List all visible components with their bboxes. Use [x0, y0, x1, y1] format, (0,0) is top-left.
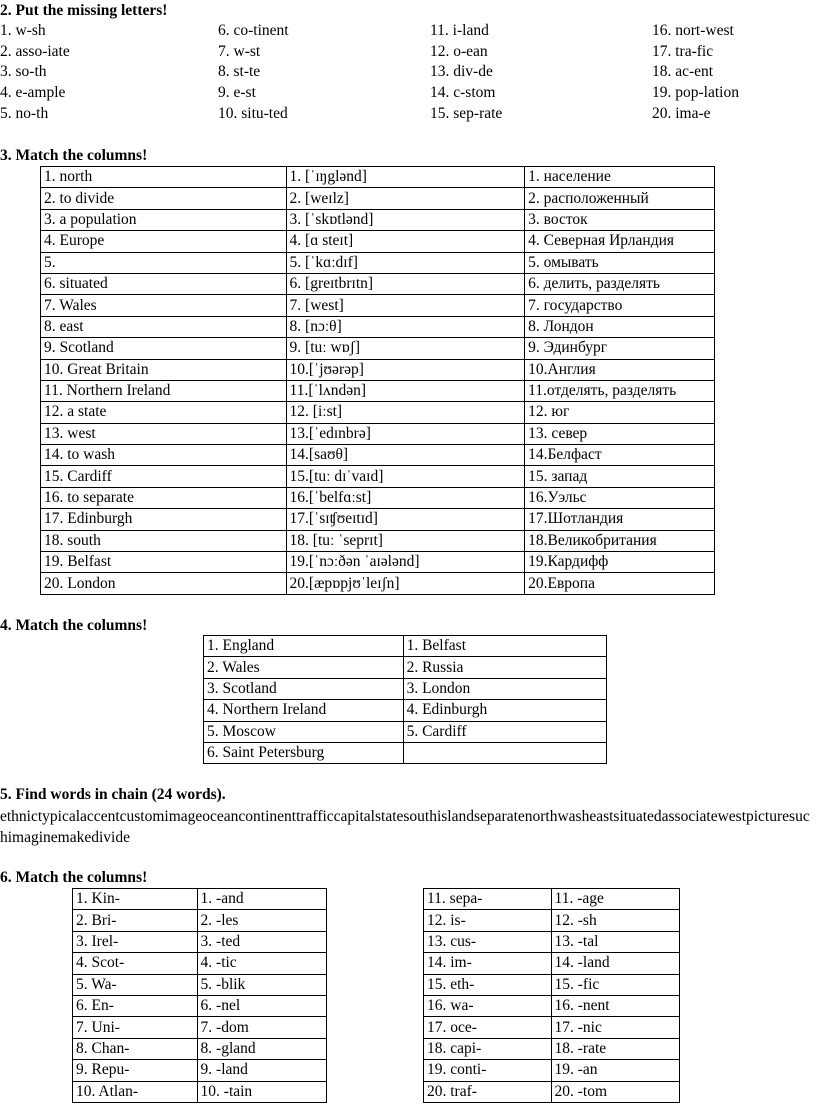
- table-cell: 2. Wales: [204, 657, 404, 678]
- table-cell: 18. [tuː ˈseprɪt]: [286, 530, 525, 551]
- word-item: 3. so-th: [0, 63, 47, 81]
- table-cell: 13.[ˈedɪnbrə]: [286, 423, 525, 444]
- table-cell: 10.[ˈjʊərəp]: [286, 359, 525, 380]
- table-row: [73, 910, 327, 931]
- table-cell: 1. England: [204, 636, 404, 657]
- table-cell: 11. sepa-: [424, 889, 552, 910]
- table-cell: 12. is-: [424, 910, 552, 931]
- word-item: 7. w-st: [218, 42, 261, 60]
- table-row: [41, 573, 715, 594]
- word-item: 13. div-de: [430, 63, 493, 81]
- table-row: [424, 910, 680, 931]
- table-cell: 2. расположенный: [525, 188, 715, 209]
- table-row: [73, 974, 327, 995]
- table-cell: 16. -nent: [551, 995, 679, 1016]
- table-cell: 17. Edinburgh: [41, 509, 287, 530]
- table-cell: 1. Belfast: [403, 636, 606, 657]
- table-cell: 11.[ˈlʌndən]: [286, 380, 525, 401]
- table-cell: 12. a state: [41, 402, 287, 423]
- table-row: [73, 995, 327, 1016]
- table-cell: 3. [ˈskɒtlənd]: [286, 209, 525, 230]
- table-cell: 19.[ˈnɔːðən ˈaɪələnd]: [286, 552, 525, 573]
- table-cell: 14. im-: [424, 953, 552, 974]
- word-item: 17. tra-fic: [652, 42, 714, 60]
- table-cell: 6. делить, разделять: [525, 273, 715, 294]
- table-cell: 3. -ted: [197, 931, 326, 952]
- table-cell: 15. Cardiff: [41, 466, 287, 487]
- table-cell: 5. Moscow: [204, 721, 404, 742]
- table-cell: 6. Saint Petersburg: [204, 742, 404, 763]
- table-row: [41, 167, 715, 188]
- table-row: [41, 552, 715, 573]
- table-row: [73, 889, 327, 910]
- word-item: 15. sep-rate: [430, 104, 503, 122]
- table-cell: 4. Scot-: [73, 953, 198, 974]
- table-cell: 19. Belfast: [41, 552, 287, 573]
- section2-col2: [218, 21, 289, 124]
- word-item: 8. st-te: [218, 63, 261, 81]
- table-cell: 8. Chan-: [73, 1038, 198, 1059]
- table-cell: 8. -gland: [197, 1038, 326, 1059]
- word-item: 9. e-st: [218, 84, 256, 102]
- section6-left-table: [72, 888, 327, 1103]
- table-cell: 8. [nɔːθ]: [286, 316, 525, 337]
- table-cell: 6. -nel: [197, 995, 326, 1016]
- table-row: [73, 1060, 327, 1081]
- table-cell: 3. a population: [41, 209, 287, 230]
- word-item: 1. w-sh: [0, 22, 46, 39]
- table-cell: 2. Bri-: [73, 910, 198, 931]
- table-row: [41, 466, 715, 487]
- table-cell: 14.Белфаст: [525, 445, 715, 466]
- table-row: [73, 1038, 327, 1059]
- table-row: [41, 316, 715, 337]
- table-cell: 6. situated: [41, 273, 287, 294]
- section4-heading: 4. Match the columns!: [0, 617, 148, 634]
- table-cell: 15.[tuː dɪˈvaɪd]: [286, 466, 525, 487]
- table-cell: 5. Wa-: [73, 974, 198, 995]
- table-cell: 13. север: [525, 423, 715, 444]
- table-row: [424, 1081, 680, 1102]
- word-item: 16. nort-west: [652, 22, 734, 39]
- table-row: [41, 380, 715, 401]
- table-cell: 20. -tom: [551, 1081, 679, 1102]
- table-row: [424, 974, 680, 995]
- table-row: [424, 995, 680, 1016]
- table-cell: 20.Европа: [525, 573, 715, 594]
- table-row: [424, 1017, 680, 1038]
- table-cell: 17. oce-: [424, 1017, 552, 1038]
- table-row: [73, 1017, 327, 1038]
- section2-col4: [652, 21, 739, 124]
- table-row: [41, 487, 715, 508]
- table-cell: 3. Scotland: [204, 678, 404, 699]
- table-cell: 5. Cardiff: [403, 721, 606, 742]
- table-cell: 10. -tain: [197, 1081, 326, 1102]
- table-cell: 2. [weɪlz]: [286, 188, 525, 209]
- table-cell: 17. -nic: [551, 1017, 679, 1038]
- table-cell: 13. west: [41, 423, 287, 444]
- table-cell: 18. capi-: [424, 1038, 552, 1059]
- table-cell: 6. En-: [73, 995, 198, 1016]
- table-cell: 11. -age: [551, 889, 679, 910]
- table-row: [41, 295, 715, 316]
- table-cell: 9. -land: [197, 1060, 326, 1081]
- table-cell: 7. государство: [525, 295, 715, 316]
- table-cell: 4. Edinburgh: [403, 700, 606, 721]
- section5-heading: 5. Find words in chain (24 words).: [0, 786, 226, 803]
- table-cell: 17.[ˈsɪʧʊeɪtɪd]: [286, 509, 525, 530]
- table-cell: 12. [iːst]: [286, 402, 525, 423]
- table-cell: 4. Northern Ireland: [204, 700, 404, 721]
- table-row: [424, 1038, 680, 1059]
- table-cell: 12. юг: [525, 402, 715, 423]
- table-row: [41, 509, 715, 530]
- table-row: [41, 338, 715, 359]
- table-cell: 1. население: [525, 167, 715, 188]
- table-cell: 5. [ˈkɑːdɪf]: [286, 252, 525, 273]
- table-cell: 16. to separate: [41, 487, 287, 508]
- word-item: 10. situ-ted: [218, 104, 288, 122]
- table-row: [204, 657, 607, 678]
- table-cell: 20. traf-: [424, 1081, 552, 1102]
- table-cell: 13. cus-: [424, 931, 552, 952]
- table-cell: 11. Northern Ireland: [41, 380, 287, 401]
- table-cell: 15. -fic: [551, 974, 679, 995]
- table-cell: 13. -tal: [551, 931, 679, 952]
- table-cell: 15. запад: [525, 466, 715, 487]
- table-cell: 18.Великобритания: [525, 530, 715, 551]
- table-cell: 1. Kin-: [73, 889, 198, 910]
- table-row: [41, 445, 715, 466]
- table-cell: 2. to divide: [41, 188, 287, 209]
- table-cell: 11.отделять, разделять: [525, 380, 715, 401]
- table-row: [204, 678, 607, 699]
- table-row: [424, 889, 680, 910]
- word-item: 2. asso-iate: [0, 42, 70, 60]
- word-item: 19. pop-lation: [652, 84, 739, 102]
- table-cell: 7. Wales: [41, 295, 287, 316]
- word-chain: ethnictypicalaccentcustomimageoceancontinenttrafficcapitalstatesouthislandseparatenorthwasheastsituatedassociatewestpicturesuchimaginemakedivide: [0, 808, 810, 846]
- table-cell: 10. Atlan-: [73, 1081, 198, 1102]
- table-row: [204, 700, 607, 721]
- table-row: [73, 931, 327, 952]
- table-cell: 19. -an: [551, 1060, 679, 1081]
- table-cell: 1. -and: [197, 889, 326, 910]
- table-cell: 14. -land: [551, 953, 679, 974]
- table-cell: 6. [greɪtbrɪtn]: [286, 273, 525, 294]
- table-cell: 19.Кардифф: [525, 552, 715, 573]
- section2-heading: 2. Put the missing letters!: [0, 2, 168, 19]
- table-cell: [403, 742, 606, 763]
- table-row: [424, 953, 680, 974]
- table-cell: 3. восток: [525, 209, 715, 230]
- table-cell: 4. -tic: [197, 953, 326, 974]
- section6-heading: 6. Match the columns!: [0, 869, 148, 886]
- table-cell: 18. -rate: [551, 1038, 679, 1059]
- table-cell: 9. Эдинбург: [525, 338, 715, 359]
- table-cell: 8. east: [41, 316, 287, 337]
- table-row: [41, 252, 715, 273]
- section2-col1: [0, 21, 70, 124]
- section4-table: [203, 635, 607, 764]
- table-cell: 19. conti-: [424, 1060, 552, 1081]
- table-row: [204, 636, 607, 657]
- table-cell: 5. -blik: [197, 974, 326, 995]
- table-cell: 9. Scotland: [41, 338, 287, 359]
- table-cell: 8. Лондон: [525, 316, 715, 337]
- table-cell: 5. омывать: [525, 252, 715, 273]
- table-cell: 3. London: [403, 678, 606, 699]
- table-cell: 14. to wash: [41, 445, 287, 466]
- table-cell: 20.[æpɒpjʊˈleɪʃn]: [286, 573, 525, 594]
- table-cell: 2. -les: [197, 910, 326, 931]
- table-cell: 12. -sh: [551, 910, 679, 931]
- table-cell: 4. [ɑ steɪt]: [286, 231, 525, 252]
- word-item: 18. ac-ent: [652, 63, 714, 81]
- table-cell: 1. [ˈɪŋglənd]: [286, 167, 525, 188]
- table-cell: 10.Англия: [525, 359, 715, 380]
- table-cell: 20. London: [41, 573, 287, 594]
- word-item: 6. co-tinent: [218, 22, 289, 39]
- table-cell: 7. -dom: [197, 1017, 326, 1038]
- word-item: 11. i-land: [430, 22, 489, 39]
- table-cell: 9. [tuː wɒʃ]: [286, 338, 525, 359]
- table-cell: 3. Irel-: [73, 931, 198, 952]
- table-row: [41, 530, 715, 551]
- table-row: [73, 953, 327, 974]
- table-cell: 4. Северная Ирландия: [525, 231, 715, 252]
- table-cell: 15. eth-: [424, 974, 552, 995]
- table-cell: 16.[ˈbelfɑːst]: [286, 487, 525, 508]
- section2-col3: [430, 21, 502, 124]
- table-cell: 10. Great Britain: [41, 359, 287, 380]
- table-cell: 4. Europe: [41, 231, 287, 252]
- table-cell: 17.Шотландия: [525, 509, 715, 530]
- table-cell: 18. south: [41, 530, 287, 551]
- section6-right-table: [423, 888, 680, 1103]
- table-row: [41, 188, 715, 209]
- table-row: [73, 1081, 327, 1102]
- word-item: 12. o-ean: [430, 42, 488, 60]
- table-cell: 7. [west]: [286, 295, 525, 316]
- word-item: 14. c-stom: [430, 84, 496, 102]
- table-cell: 7. Uni-: [73, 1017, 198, 1038]
- table-row: [204, 721, 607, 742]
- table-row: [204, 742, 607, 763]
- table-cell: 9. Repu-: [73, 1060, 198, 1081]
- table-row: [41, 402, 715, 423]
- table-cell: 5.: [41, 252, 287, 273]
- table-row: [41, 209, 715, 230]
- table-cell: 1. north: [41, 167, 287, 188]
- table-row: [424, 1060, 680, 1081]
- section3-heading: 3. Match the columns!: [0, 147, 148, 164]
- word-item: 5. no-th: [0, 104, 49, 122]
- table-row: [41, 231, 715, 252]
- table-cell: 16.Уэльс: [525, 487, 715, 508]
- table-row: [424, 931, 680, 952]
- word-item: 4. e-ample: [0, 84, 66, 102]
- table-cell: 16. wa-: [424, 995, 552, 1016]
- table-row: [41, 359, 715, 380]
- section3-table: [40, 166, 715, 595]
- table-row: [41, 273, 715, 294]
- table-cell: 2. Russia: [403, 657, 606, 678]
- table-cell: 14.[saʊθ]: [286, 445, 525, 466]
- table-row: [41, 423, 715, 444]
- word-item: 20. ima-e: [652, 104, 711, 122]
